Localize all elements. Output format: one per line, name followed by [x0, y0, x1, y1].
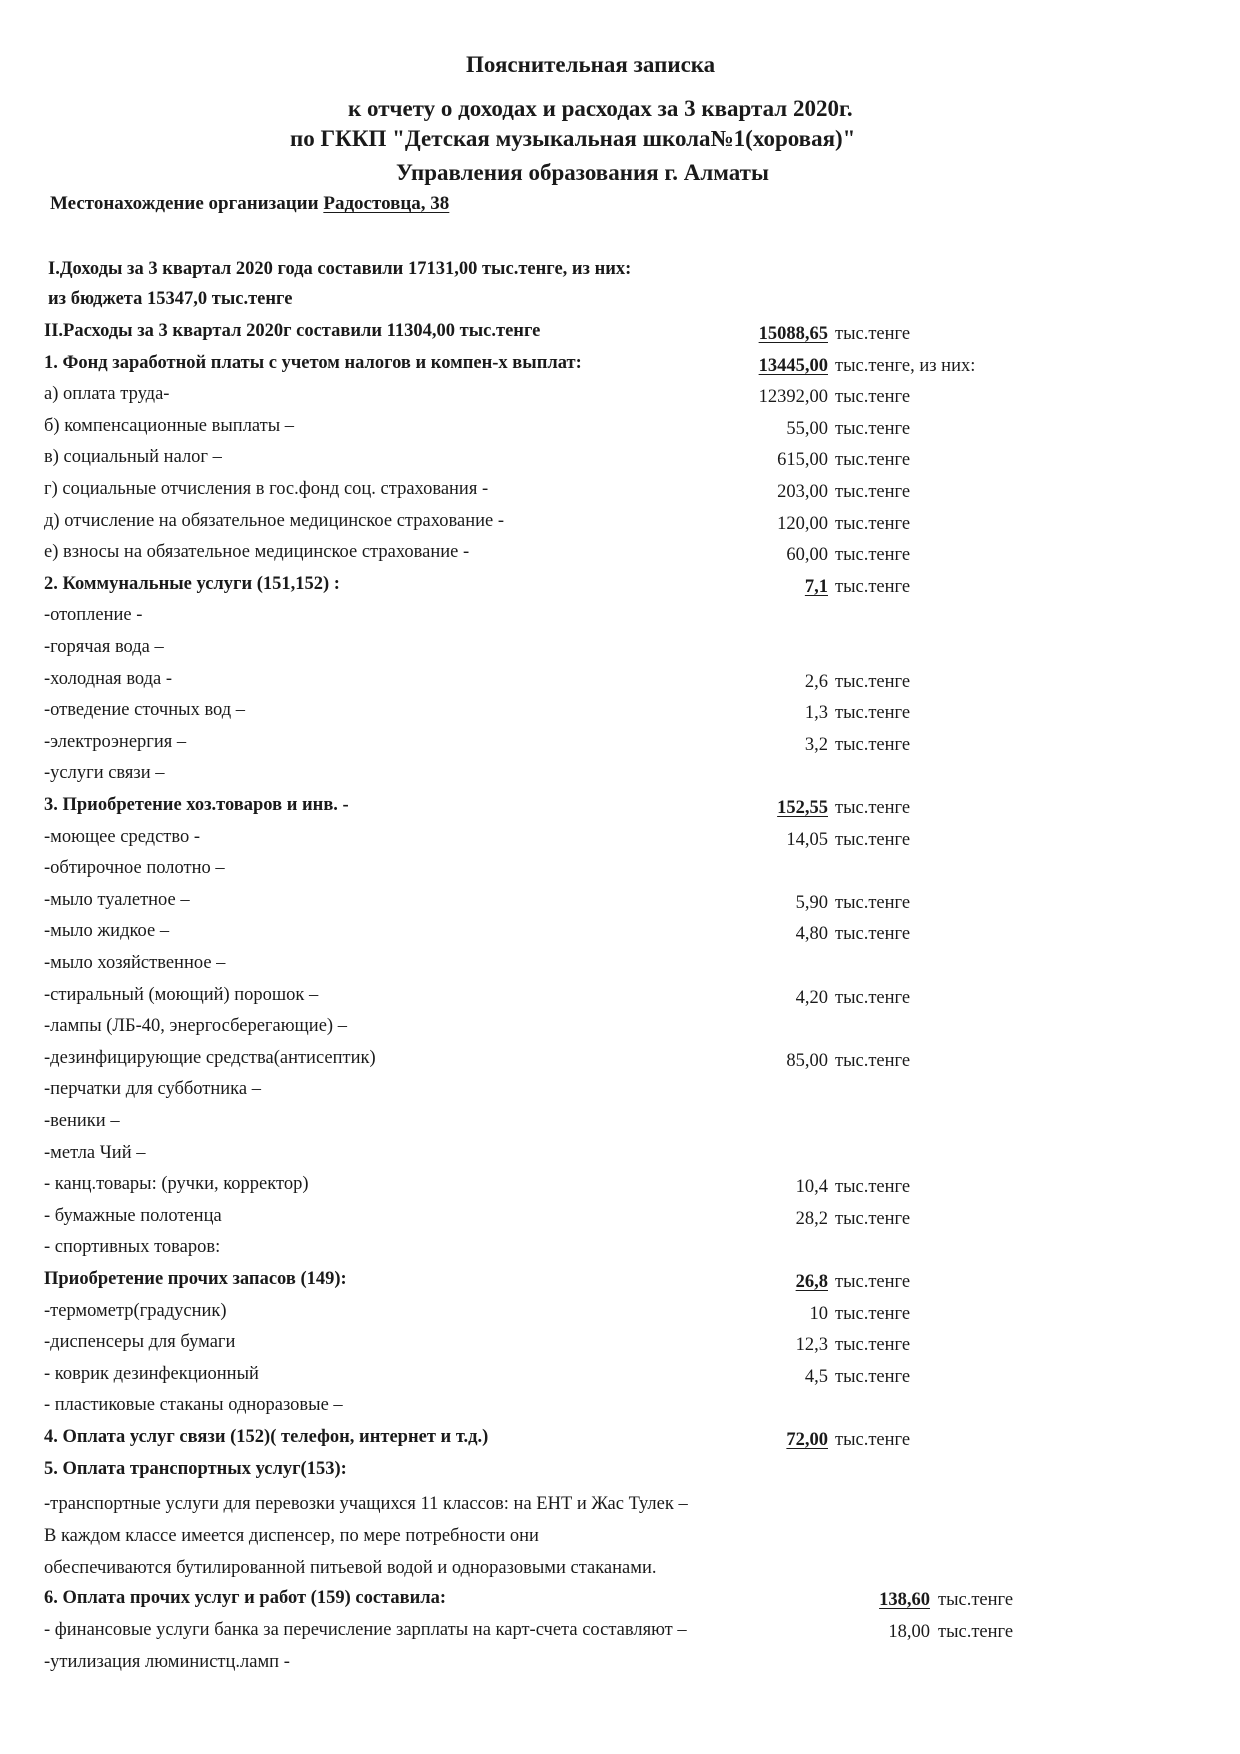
expense-line	[0, 511, 1240, 539]
expense-line-label: -термометр(градусник)	[44, 1301, 227, 1321]
expense-line-amount: 4,80	[795, 924, 828, 944]
expense-line-amount: 152,55	[777, 798, 828, 818]
expense-line-label: -метла Чий –	[44, 1143, 146, 1163]
expense-line-amount: 72,00	[786, 1430, 828, 1450]
expense-line	[0, 447, 1240, 475]
expense-line-unit: тыс.тенге	[835, 324, 911, 344]
expense-line-unit: тыс.тенге	[835, 1272, 911, 1292]
expense-line-label: -услуги связи –	[44, 763, 165, 783]
expense-line	[0, 1111, 1240, 1139]
expense-line-amount: 203,00	[777, 482, 828, 502]
expense-line-label: - спортивных товаров:	[44, 1237, 221, 1257]
expense-line-unit: тыс.тенге	[835, 1367, 911, 1387]
expense-line-amount: 10	[809, 1304, 828, 1324]
expense-line-unit: тыс.тенге	[835, 545, 911, 565]
expense-line-label: 2. Коммунальные услуги (151,152) :	[44, 574, 340, 594]
expense-line-unit: тыс.тенге	[835, 1209, 911, 1229]
expense-line	[0, 669, 1240, 697]
expense-line-label: -электроэнергия –	[44, 732, 187, 752]
expense-line	[0, 1143, 1240, 1171]
bank-services-amount: 18,00	[888, 1622, 930, 1642]
transport-text-3: обеспечиваются бутилированной питьевой водой и одноразовыми стаканами.	[44, 1558, 657, 1578]
expense-line-unit: тыс.тенге	[835, 893, 911, 913]
expense-line-label: - канц.товары: (ручки, корректор)	[44, 1174, 309, 1194]
expense-line	[0, 985, 1240, 1013]
expense-line-unit: тыс.тенге	[835, 672, 911, 692]
expense-line-label: б) компенсационные выплаты –	[44, 416, 295, 436]
expense-line	[0, 732, 1240, 760]
expense-line-unit: тыс.тенге	[835, 1430, 911, 1450]
other-services-unit: тыс.тенге	[938, 1590, 1014, 1610]
expense-line-unit: тыс.тенге	[835, 798, 911, 818]
expense-line	[0, 479, 1240, 507]
expense-line-unit: тыс.тенге	[835, 988, 911, 1008]
expense-line-amount: 2,6	[804, 672, 828, 692]
expense-line-amount: 26,8	[795, 1272, 828, 1292]
expense-line-amount: 12,3	[795, 1335, 828, 1355]
expense-line-label: д) отчисление на обязательное медицинское страхование -	[44, 511, 504, 531]
expense-line	[0, 700, 1240, 728]
expense-line	[0, 1048, 1240, 1076]
expense-line-amount: 5,90	[795, 893, 828, 913]
expense-line-label: -дезинфицирующие средства(антисептик)	[44, 1048, 376, 1068]
other-services-amount: 138,60	[879, 1590, 930, 1610]
expense-line-label: -диспенсеры для бумаги	[44, 1332, 236, 1352]
document-subtitle-report: к отчету о доходах и расходах за 3 квартал 2020г.	[348, 96, 853, 121]
expense-line-label: е) взносы на обязательное медицинское страхование -	[44, 542, 470, 562]
expense-line-amount: 14,05	[786, 830, 828, 850]
expense-line-label: -горячая вода –	[44, 637, 164, 657]
expense-line-unit: тыс.тенге	[835, 735, 911, 755]
expense-line	[0, 1395, 1240, 1423]
expense-line-label: -отопление -	[44, 605, 143, 625]
expense-line-label: - пластиковые стаканы одноразовые –	[44, 1395, 343, 1415]
expense-line-amount: 55,00	[786, 419, 828, 439]
expense-line-amount: 13445,00	[758, 356, 828, 376]
location-line	[50, 193, 449, 215]
budget-line: из бюджета 15347,0 тыс.тенге	[48, 289, 293, 309]
expense-line-label: г) социальные отчисления в гос.фонд соц. страхования -	[44, 479, 489, 499]
lamps-disposal-label: -утилизация люминистц.ламп -	[44, 1652, 290, 1672]
location-label: Местонахождение организации	[50, 193, 319, 214]
expense-line-amount: 615,00	[777, 450, 828, 470]
expense-line-label: Приобретение прочих запасов (149):	[44, 1269, 347, 1289]
expense-line	[0, 890, 1240, 918]
expense-line-unit: тыс.тенге	[835, 830, 911, 850]
expense-line-label: - коврик дезинфекционный	[44, 1364, 259, 1384]
expense-line	[0, 921, 1240, 949]
expense-line-unit: тыс.тенге	[835, 482, 911, 502]
expense-line	[0, 353, 1240, 381]
expense-line	[0, 1427, 1240, 1455]
other-services-label: 6. Оплата прочих услуг и работ (159) составила:	[44, 1588, 447, 1608]
expense-line-label: II.Расходы за 3 квартал 2020г составили 11304,00 тыс.тенге	[44, 321, 541, 341]
expense-line-amount: 4,5	[804, 1367, 828, 1387]
expense-line-label: 3. Приобретение хоз.товаров и инв. -	[44, 795, 349, 815]
document-title: Пояснительная записка	[466, 52, 716, 77]
expense-line-unit: тыс.тенге	[835, 387, 911, 407]
expense-line-label: -холодная вода -	[44, 669, 173, 689]
expense-line-unit: тыс.тенге	[835, 703, 911, 723]
expense-line-amount: 1,3	[804, 703, 828, 723]
expense-line	[0, 953, 1240, 981]
expense-line-amount: 15088,65	[758, 324, 828, 344]
expense-line	[0, 416, 1240, 444]
expense-line-unit: тыс.тенге	[835, 1335, 911, 1355]
document-subtitle-department: Управления образования г. Алматы	[396, 160, 769, 185]
expense-line-amount: 120,00	[777, 514, 828, 534]
expense-line-amount: 28,2	[795, 1209, 828, 1229]
expense-line-label: -мыло хозяйственное –	[44, 953, 226, 973]
expense-line	[0, 1459, 1240, 1487]
expense-line	[0, 637, 1240, 665]
expense-line	[0, 1364, 1240, 1392]
expense-line	[0, 827, 1240, 855]
expense-line-label: 4. Оплата услуг связи (152)( телефон, интернет и т.д.)	[44, 1427, 489, 1447]
expense-line-label: 5. Оплата транспортных услуг(153):	[44, 1459, 347, 1479]
expense-line-label: - бумажные полотенца	[44, 1206, 222, 1226]
expense-line-unit: тыс.тенге	[835, 924, 911, 944]
expense-line-unit: тыс.тенге	[835, 450, 911, 470]
expense-line-label: -веники –	[44, 1111, 120, 1131]
transport-text-1: -транспортные услуги для перевозки учащихся 11 классов: на ЕНТ и Жас Тулек –	[44, 1494, 688, 1514]
income-line: I.Доходы за 3 квартал 2020 года составили 17131,00 тыс.тенге, из них:	[48, 259, 632, 279]
expense-line-unit: тыс.тенге	[835, 1177, 911, 1197]
expense-line-unit: тыс.тенге, из них:	[835, 356, 976, 376]
expense-line-label: -лампы (ЛБ-40, энергосберегающие) –	[44, 1016, 347, 1036]
expense-line-unit: тыс.тенге	[835, 1051, 911, 1071]
expense-line	[0, 1206, 1240, 1234]
bank-services-unit: тыс.тенге	[938, 1622, 1014, 1642]
expense-line-unit: тыс.тенге	[835, 1304, 911, 1324]
bank-services-label: - финансовые услуги банка за перечисление зарплаты на карт-счета составляют –	[44, 1620, 687, 1640]
expense-line	[0, 1079, 1240, 1107]
expense-line-amount: 10,4	[795, 1177, 828, 1197]
expense-line	[0, 384, 1240, 412]
expense-line	[0, 795, 1240, 823]
expense-line-label: -мыло туалетное –	[44, 890, 190, 910]
expense-line-label: -стиральный (моющий) порошок –	[44, 985, 319, 1005]
expense-line-unit: тыс.тенге	[835, 514, 911, 534]
expense-line	[0, 763, 1240, 791]
expense-line-label: в) социальный налог –	[44, 447, 222, 467]
expense-line-label: -моющее средство -	[44, 827, 201, 847]
expense-line	[0, 1174, 1240, 1202]
expense-line-unit: тыс.тенге	[835, 577, 911, 597]
expense-line-amount: 12392,00	[758, 387, 828, 407]
expense-line	[0, 1269, 1240, 1297]
expense-line-amount: 4,20	[795, 988, 828, 1008]
expense-line-label: -обтирочное полотно –	[44, 858, 225, 878]
expense-line	[0, 542, 1240, 570]
expense-line-amount: 60,00	[786, 545, 828, 565]
expense-line	[0, 1332, 1240, 1360]
expense-line	[0, 1016, 1240, 1044]
expense-line-label: а) оплата труда-	[44, 384, 170, 404]
expense-line	[0, 1237, 1240, 1265]
expense-line-amount: 85,00	[786, 1051, 828, 1071]
expense-line	[0, 1301, 1240, 1329]
expense-line-amount: 7,1	[804, 577, 828, 597]
expense-line-label: -перчатки для субботника –	[44, 1079, 261, 1099]
expense-line-unit: тыс.тенге	[835, 419, 911, 439]
expense-line	[0, 321, 1240, 349]
expense-line-amount: 3,2	[804, 735, 828, 755]
expense-line	[0, 605, 1240, 633]
expense-line-label: -отведение сточных вод –	[44, 700, 246, 720]
expense-line-label: -мыло жидкое –	[44, 921, 170, 941]
expense-line-label: 1. Фонд заработной платы с учетом налогов и компен-х выплат:	[44, 353, 582, 373]
expense-line	[0, 858, 1240, 886]
transport-text-2: В каждом классе имеется диспенсер, по мере потребности они	[44, 1526, 539, 1546]
document-subtitle-organization: по ГККП "Детская музыкальная школа№1(хоровая)"	[290, 126, 856, 151]
expense-line	[0, 574, 1240, 602]
location-value: Радостовца, 38	[323, 193, 450, 214]
